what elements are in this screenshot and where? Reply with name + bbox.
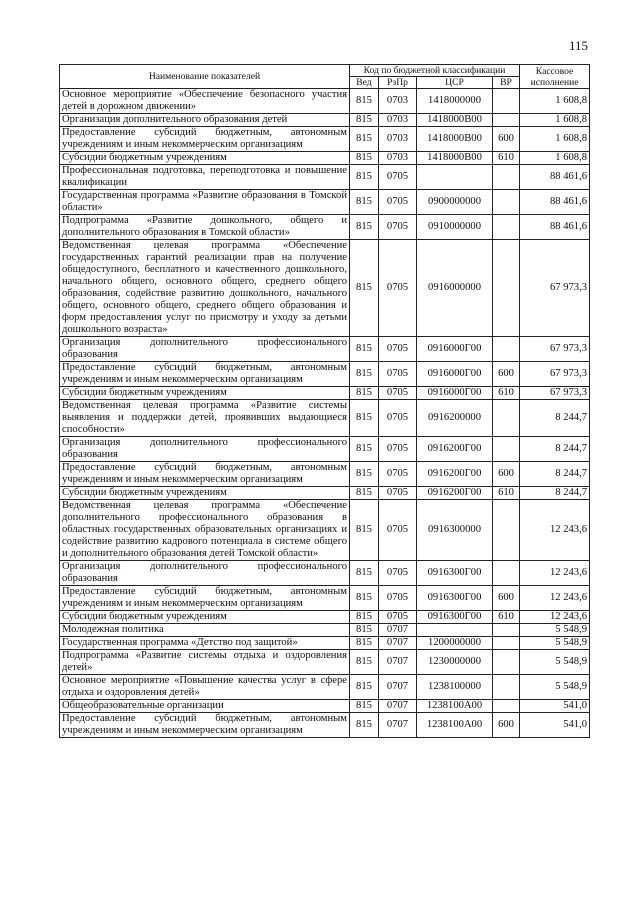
cell-rzpr: 0705 [379, 215, 417, 240]
cell-amount: 1 608,8 [520, 89, 590, 114]
cell-csr: 1418000В00 [417, 152, 493, 165]
cell-amount: 67 973,3 [520, 240, 590, 337]
header-amount: Кассовое исполнение [520, 65, 590, 89]
cell-ved: 815 [350, 337, 379, 362]
cell-amount: 12 243,6 [520, 561, 590, 586]
table-row [60, 713, 590, 738]
cell-vr: 600 [493, 713, 520, 738]
table-row [60, 586, 590, 611]
table-row [60, 127, 590, 152]
cell-ved: 815 [350, 152, 379, 165]
table-body [60, 89, 590, 738]
cell-csr: 1230000000 [417, 650, 493, 675]
cell-amount: 67 973,3 [520, 362, 590, 387]
cell-name: Субсидии бюджетным учреждениям [60, 152, 350, 165]
cell-amount: 67 973,3 [520, 337, 590, 362]
table-row [60, 114, 590, 127]
cell-amount: 88 461,6 [520, 190, 590, 215]
cell-csr: 0916200Г00 [417, 462, 493, 487]
cell-rzpr: 0703 [379, 152, 417, 165]
cell-name: Молодежная политика [60, 624, 350, 637]
cell-amount: 1 608,8 [520, 152, 590, 165]
cell-vr: 600 [493, 586, 520, 611]
cell-csr: 0916200Г00 [417, 437, 493, 462]
cell-name: Предоставление субсидий бюджетным, автономным учреждениям и иным некоммерческим организациям [60, 713, 350, 738]
cell-name: Основное мероприятие «Повышение качества услуг в сфере отдыха и оздоровления детей» [60, 675, 350, 700]
cell-vr [493, 675, 520, 700]
cell-vr [493, 650, 520, 675]
cell-rzpr: 0705 [379, 462, 417, 487]
cell-amount: 12 243,6 [520, 586, 590, 611]
cell-rzpr: 0705 [379, 165, 417, 190]
table-row [60, 611, 590, 624]
cell-vr: 610 [493, 387, 520, 400]
table-row [60, 500, 590, 561]
cell-rzpr: 0705 [379, 586, 417, 611]
cell-csr: 0916300Г00 [417, 611, 493, 624]
cell-ved: 815 [350, 462, 379, 487]
table-row [60, 240, 590, 337]
cell-rzpr: 0705 [379, 337, 417, 362]
cell-name: Ведомственная целевая программа «Обеспечение государственных гарантий реализации прав на получение общедоступного, бесплатного и качественного дошкольного, начального общего, основного общего, среднего общего образования, содействие развитию дошкольного, начального общего, основного общего, среднего общего образования и форм предоставления услуг по присмотру и уходу за детьми дошкольного возраста» [60, 240, 350, 337]
cell-ved: 815 [350, 586, 379, 611]
cell-name: Субсидии бюджетным учреждениям [60, 611, 350, 624]
header-csr: ЦСР [417, 77, 493, 89]
cell-csr: 0916000Г00 [417, 362, 493, 387]
cell-vr [493, 561, 520, 586]
cell-ved: 815 [350, 240, 379, 337]
cell-csr: 1418000000 [417, 89, 493, 114]
cell-name: Предоставление субсидий бюджетным, автономным учреждениям и иным некоммерческим организациям [60, 462, 350, 487]
table-row [60, 487, 590, 500]
table-row [60, 462, 590, 487]
cell-amount: 12 243,6 [520, 500, 590, 561]
cell-rzpr: 0705 [379, 437, 417, 462]
table-row [60, 637, 590, 650]
table-row [60, 700, 590, 713]
cell-amount: 88 461,6 [520, 165, 590, 190]
cell-name: Подпрограмма «Развитие системы отдыха и оздоровления детей» [60, 650, 350, 675]
table-row [60, 165, 590, 190]
cell-csr: 0916000000 [417, 240, 493, 337]
cell-name: Подпрограмма «Развитие дошкольного, общего и дополнительного образования в Томской области» [60, 215, 350, 240]
cell-amount: 541,0 [520, 713, 590, 738]
cell-csr: 1418000В00 [417, 114, 493, 127]
cell-vr: 600 [493, 127, 520, 152]
cell-vr [493, 700, 520, 713]
cell-vr [493, 165, 520, 190]
cell-vr [493, 190, 520, 215]
cell-csr: 0916300000 [417, 500, 493, 561]
cell-ved: 815 [350, 114, 379, 127]
cell-ved: 815 [350, 437, 379, 462]
cell-csr: 0916000Г00 [417, 387, 493, 400]
cell-rzpr: 0703 [379, 114, 417, 127]
table-row [60, 215, 590, 240]
header-name: Наименование показателей [60, 65, 350, 89]
cell-ved: 815 [350, 487, 379, 500]
cell-vr [493, 400, 520, 437]
cell-rzpr: 0705 [379, 362, 417, 387]
cell-amount: 1 608,8 [520, 114, 590, 127]
cell-vr: 600 [493, 462, 520, 487]
cell-ved: 815 [350, 190, 379, 215]
cell-rzpr: 0705 [379, 190, 417, 215]
cell-rzpr: 0705 [379, 611, 417, 624]
cell-amount: 12 243,6 [520, 611, 590, 624]
cell-ved: 815 [350, 637, 379, 650]
cell-ved: 815 [350, 561, 379, 586]
cell-amount: 8 244,7 [520, 462, 590, 487]
cell-name: Организация дополнительного профессионального образования [60, 437, 350, 462]
cell-ved: 815 [350, 362, 379, 387]
cell-ved: 815 [350, 215, 379, 240]
cell-rzpr: 0705 [379, 500, 417, 561]
table-row [60, 561, 590, 586]
cell-vr [493, 215, 520, 240]
cell-name: Предоставление субсидий бюджетным, автономным учреждениям и иным некоммерческим организациям [60, 362, 350, 387]
cell-name: Организация дополнительного профессионального образования [60, 337, 350, 362]
cell-amount: 67 973,3 [520, 387, 590, 400]
cell-csr: 0916300Г00 [417, 561, 493, 586]
cell-ved: 815 [350, 713, 379, 738]
page-number: 115 [568, 38, 588, 53]
cell-name: Субсидии бюджетным учреждениям [60, 487, 350, 500]
header-rzpr: РзПр [379, 77, 417, 89]
cell-csr: 0916300Г00 [417, 586, 493, 611]
cell-rzpr: 0705 [379, 400, 417, 437]
cell-csr: 1418000В00 [417, 127, 493, 152]
table-row [60, 387, 590, 400]
cell-rzpr: 0707 [379, 713, 417, 738]
cell-ved: 815 [350, 650, 379, 675]
cell-name: Общеобразовательные организации [60, 700, 350, 713]
cell-amount: 5 548,9 [520, 624, 590, 637]
cell-rzpr: 0703 [379, 89, 417, 114]
cell-vr [493, 337, 520, 362]
cell-vr [493, 637, 520, 650]
cell-amount: 8 244,7 [520, 487, 590, 500]
cell-csr: 0916200000 [417, 400, 493, 437]
cell-amount: 5 548,9 [520, 637, 590, 650]
table-row [60, 89, 590, 114]
cell-csr: 1238100000 [417, 675, 493, 700]
header-row [60, 65, 590, 77]
cell-ved: 815 [350, 387, 379, 400]
cell-rzpr: 0705 [379, 240, 417, 337]
cell-rzpr: 0707 [379, 624, 417, 637]
cell-rzpr: 0703 [379, 127, 417, 152]
cell-ved: 815 [350, 500, 379, 561]
cell-csr [417, 624, 493, 637]
cell-amount: 88 461,6 [520, 215, 590, 240]
cell-amount: 5 548,9 [520, 650, 590, 675]
cell-csr: 1238100А00 [417, 713, 493, 738]
cell-name: Ведомственная целевая программа «Развитие системы выявления и поддержки детей, проявивших выдающиеся способности» [60, 400, 350, 437]
cell-rzpr: 0707 [379, 650, 417, 675]
cell-name: Государственная программа «Детство под защитой» [60, 637, 350, 650]
cell-vr: 610 [493, 152, 520, 165]
cell-vr [493, 89, 520, 114]
cell-rzpr: 0705 [379, 387, 417, 400]
cell-amount: 8 244,7 [520, 437, 590, 462]
cell-vr [493, 240, 520, 337]
header-code-group: Код по бюджетной классификации [350, 65, 520, 77]
table-row [60, 152, 590, 165]
table-row [60, 337, 590, 362]
cell-rzpr: 0707 [379, 637, 417, 650]
table-row [60, 437, 590, 462]
cell-csr [417, 165, 493, 190]
cell-name: Предоставление субсидий бюджетным, автономным учреждениям и иным некоммерческим организациям [60, 127, 350, 152]
header-ved: Вед [350, 77, 379, 89]
cell-vr: 600 [493, 362, 520, 387]
cell-ved: 815 [350, 624, 379, 637]
cell-vr: 610 [493, 487, 520, 500]
cell-rzpr: 0707 [379, 700, 417, 713]
cell-csr: 1238100А00 [417, 700, 493, 713]
cell-name: Организация дополнительного образования детей [60, 114, 350, 127]
cell-name: Государственная программа «Развитие образования в Томской области» [60, 190, 350, 215]
cell-ved: 815 [350, 127, 379, 152]
cell-name: Организация дополнительного профессионального образования [60, 561, 350, 586]
cell-rzpr: 0705 [379, 487, 417, 500]
cell-amount: 5 548,9 [520, 675, 590, 700]
cell-csr: 0910000000 [417, 215, 493, 240]
header-vr: ВР [493, 77, 520, 89]
cell-csr: 0916000Г00 [417, 337, 493, 362]
cell-rzpr: 0707 [379, 675, 417, 700]
cell-name: Ведомственная целевая программа «Обеспечение дополнительного профессионального образования в областных государственных образовательных организациях и содействие развитию кадрового потенциала в системе общего и дополнительного образования детей Томской области» [60, 500, 350, 561]
cell-csr: 0900000000 [417, 190, 493, 215]
cell-csr: 1200000000 [417, 637, 493, 650]
budget-execution-table [59, 64, 590, 738]
cell-amount: 1 608,8 [520, 127, 590, 152]
cell-vr [493, 500, 520, 561]
cell-name: Субсидии бюджетным учреждениям [60, 387, 350, 400]
table-row [60, 650, 590, 675]
cell-vr [493, 624, 520, 637]
cell-name: Профессиональная подготовка, переподготовка и повышение квалификации [60, 165, 350, 190]
table-row [60, 675, 590, 700]
cell-vr: 610 [493, 611, 520, 624]
cell-ved: 815 [350, 400, 379, 437]
cell-csr: 0916200Г00 [417, 487, 493, 500]
cell-ved: 815 [350, 89, 379, 114]
cell-name: Предоставление субсидий бюджетным, автономным учреждениям и иным некоммерческим организациям [60, 586, 350, 611]
cell-ved: 815 [350, 675, 379, 700]
table-row [60, 190, 590, 215]
cell-amount: 541,0 [520, 700, 590, 713]
cell-vr [493, 114, 520, 127]
cell-name: Основное мероприятие «Обеспечение безопасного участия детей в дорожном движении» [60, 89, 350, 114]
cell-rzpr: 0705 [379, 561, 417, 586]
table-row [60, 624, 590, 637]
cell-ved: 815 [350, 165, 379, 190]
table-row [60, 362, 590, 387]
cell-ved: 815 [350, 700, 379, 713]
table-row [60, 400, 590, 437]
cell-amount: 8 244,7 [520, 400, 590, 437]
cell-vr [493, 437, 520, 462]
cell-ved: 815 [350, 611, 379, 624]
